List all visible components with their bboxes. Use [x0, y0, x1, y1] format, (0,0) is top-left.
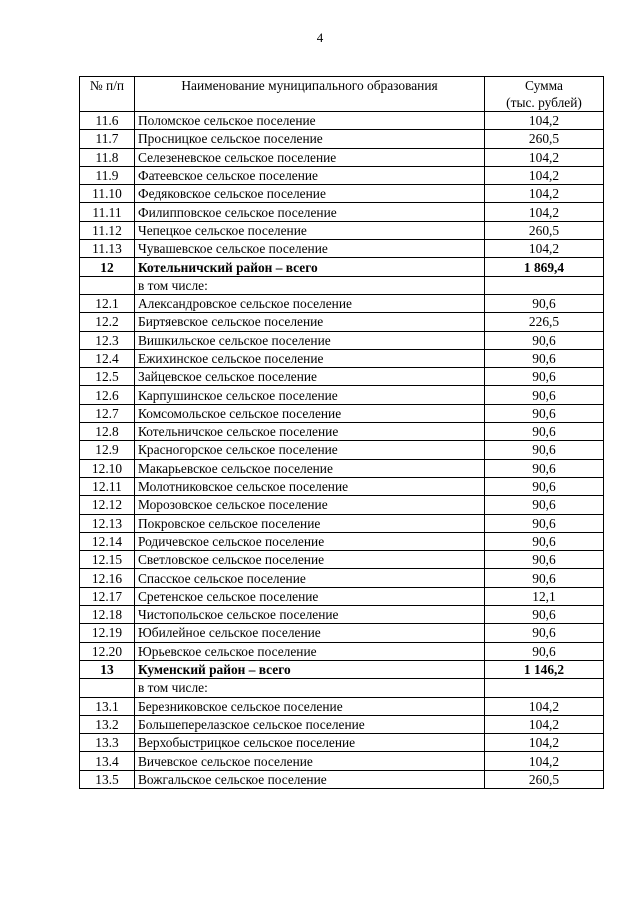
table-row: [80, 112, 604, 130]
row-number: 12.12: [80, 496, 135, 514]
row-name: Александровское сельское поселение: [135, 294, 485, 312]
row-sum: 90,6: [485, 569, 604, 587]
row-sum: 260,5: [485, 770, 604, 788]
row-number: 12.6: [80, 386, 135, 404]
table-row: [80, 734, 604, 752]
table-header-row: [80, 77, 604, 112]
row-sum: [485, 679, 604, 697]
row-name: Куменский район – всего: [135, 660, 485, 678]
row-sum: 90,6: [485, 532, 604, 550]
row-number: 13.1: [80, 697, 135, 715]
row-number: 12.1: [80, 294, 135, 312]
row-sum: 90,6: [485, 514, 604, 532]
table-row: [80, 496, 604, 514]
row-name: Биртяевское сельское поселение: [135, 313, 485, 331]
table-row: [80, 221, 604, 239]
row-sum: 90,6: [485, 404, 604, 422]
table-row: [80, 660, 604, 678]
table-row: [80, 368, 604, 386]
row-sum: 12,1: [485, 587, 604, 605]
row-name: Вожгальское сельское поселение: [135, 770, 485, 788]
row-number: 13: [80, 660, 135, 678]
row-sum: [485, 276, 604, 294]
row-number: 11.13: [80, 240, 135, 258]
table-row: [80, 331, 604, 349]
row-number: 12.11: [80, 477, 135, 495]
row-name: Карпушинское сельское поселение: [135, 386, 485, 404]
row-number: 12.15: [80, 551, 135, 569]
row-number: 12: [80, 258, 135, 276]
row-sum: 104,2: [485, 148, 604, 166]
row-name: Спасское сельское поселение: [135, 569, 485, 587]
row-sum: 90,6: [485, 477, 604, 495]
row-name: Вичевское сельское поселение: [135, 752, 485, 770]
row-name: Светловское сельское поселение: [135, 551, 485, 569]
row-name: Красногорское сельское поселение: [135, 441, 485, 459]
table-row: [80, 276, 604, 294]
row-number: 12.5: [80, 368, 135, 386]
table-row: [80, 624, 604, 642]
row-name: Большеперелазское сельское поселение: [135, 715, 485, 733]
row-name: Котельничский район – всего: [135, 258, 485, 276]
row-sum: 1 146,2: [485, 660, 604, 678]
table-row: [80, 697, 604, 715]
row-number: 11.6: [80, 112, 135, 130]
row-sum: 104,2: [485, 112, 604, 130]
row-number: 11.8: [80, 148, 135, 166]
row-number: 12.17: [80, 587, 135, 605]
row-sum: 104,2: [485, 697, 604, 715]
row-sum: 104,2: [485, 240, 604, 258]
table-row: [80, 386, 604, 404]
table-row: [80, 404, 604, 422]
row-name: Комсомольское сельское поселение: [135, 404, 485, 422]
row-name: Родичевское сельское поселение: [135, 532, 485, 550]
row-number: 12.14: [80, 532, 135, 550]
table-row: [80, 313, 604, 331]
row-number: 12.8: [80, 423, 135, 441]
header-sum-line2: (тыс. рублей): [506, 95, 582, 110]
table-row: [80, 477, 604, 495]
row-name: Сретенское сельское поселение: [135, 587, 485, 605]
row-name: Поломское сельское поселение: [135, 112, 485, 130]
row-sum: 90,6: [485, 368, 604, 386]
table-row: [80, 130, 604, 148]
row-number: 13.3: [80, 734, 135, 752]
row-number: 11.11: [80, 203, 135, 221]
row-name: Филипповское сельское поселение: [135, 203, 485, 221]
table-row: [80, 185, 604, 203]
row-name: Юбилейное сельское поселение: [135, 624, 485, 642]
table-row: [80, 679, 604, 697]
row-number: 12.9: [80, 441, 135, 459]
row-name: Федяковское сельское поселение: [135, 185, 485, 203]
row-number: 12.13: [80, 514, 135, 532]
page-number: 4: [316, 30, 324, 45]
table-row: [80, 532, 604, 550]
row-sum: 104,2: [485, 752, 604, 770]
row-number: [80, 679, 135, 697]
row-name: Селезеневское сельское поселение: [135, 148, 485, 166]
row-name: Макарьевское сельское поселение: [135, 459, 485, 477]
row-name: Чепецкое сельское поселение: [135, 221, 485, 239]
row-sum: 226,5: [485, 313, 604, 331]
row-number: 11.7: [80, 130, 135, 148]
table-row: [80, 441, 604, 459]
table-row: [80, 752, 604, 770]
row-sum: 90,6: [485, 331, 604, 349]
header-name: Наименование муниципального образования: [135, 77, 485, 112]
table-row: [80, 258, 604, 276]
table-row: [80, 551, 604, 569]
row-number: 12.18: [80, 606, 135, 624]
row-sum: 90,6: [485, 551, 604, 569]
row-name: Чувашевское сельское поселение: [135, 240, 485, 258]
header-sum-line1: Сумма: [525, 78, 563, 93]
row-number: 12.20: [80, 642, 135, 660]
table-row: [80, 166, 604, 184]
row-name: в том числе:: [135, 679, 485, 697]
row-sum: 104,2: [485, 185, 604, 203]
header-number: № п/п: [80, 77, 135, 112]
row-number: [80, 276, 135, 294]
row-number: 12.19: [80, 624, 135, 642]
row-sum: 90,6: [485, 496, 604, 514]
row-sum: 90,6: [485, 349, 604, 367]
row-sum: 260,5: [485, 221, 604, 239]
table-row: [80, 569, 604, 587]
row-name: в том числе:: [135, 276, 485, 294]
table-row: [80, 606, 604, 624]
row-number: 12.7: [80, 404, 135, 422]
row-name: Ежихинское сельское поселение: [135, 349, 485, 367]
allocation-table: [79, 76, 604, 789]
row-name: Березниковское сельское поселение: [135, 697, 485, 715]
row-name: Котельничское сельское поселение: [135, 423, 485, 441]
row-name: Молотниковское сельское поселение: [135, 477, 485, 495]
table-row: [80, 423, 604, 441]
row-name: Верхобыстрицкое сельское поселение: [135, 734, 485, 752]
row-number: 12.2: [80, 313, 135, 331]
row-number: 13.2: [80, 715, 135, 733]
row-number: 11.9: [80, 166, 135, 184]
row-number: 11.10: [80, 185, 135, 203]
table-row: [80, 240, 604, 258]
row-number: 12.3: [80, 331, 135, 349]
row-name: Вишкильское сельское поселение: [135, 331, 485, 349]
row-sum: 90,6: [485, 642, 604, 660]
table-row: [80, 514, 604, 532]
table-row: [80, 349, 604, 367]
row-sum: 104,2: [485, 166, 604, 184]
row-sum: 260,5: [485, 130, 604, 148]
row-number: 11.12: [80, 221, 135, 239]
row-sum: 90,6: [485, 441, 604, 459]
table-row: [80, 642, 604, 660]
row-sum: 90,6: [485, 606, 604, 624]
row-sum: 90,6: [485, 459, 604, 477]
row-name: Зайцевское сельское поселение: [135, 368, 485, 386]
table-body: [80, 112, 604, 789]
table-row: [80, 203, 604, 221]
row-name: Просницкое сельское поселение: [135, 130, 485, 148]
table-row: [80, 459, 604, 477]
table-row: [80, 715, 604, 733]
row-sum: 1 869,4: [485, 258, 604, 276]
row-name: Покровское сельское поселение: [135, 514, 485, 532]
header-sum: [485, 77, 604, 112]
table-row: [80, 148, 604, 166]
row-number: 13.5: [80, 770, 135, 788]
row-number: 12.16: [80, 569, 135, 587]
row-sum: 90,6: [485, 423, 604, 441]
row-name: Фатеевское сельское поселение: [135, 166, 485, 184]
table-row: [80, 587, 604, 605]
row-name: Юрьевское сельское поселение: [135, 642, 485, 660]
row-number: 13.4: [80, 752, 135, 770]
row-sum: 104,2: [485, 203, 604, 221]
row-number: 12.10: [80, 459, 135, 477]
row-sum: 104,2: [485, 715, 604, 733]
row-sum: 90,6: [485, 294, 604, 312]
row-name: Чистопольское сельское поселение: [135, 606, 485, 624]
row-sum: 90,6: [485, 624, 604, 642]
row-name: Морозовское сельское поселение: [135, 496, 485, 514]
row-sum: 104,2: [485, 734, 604, 752]
row-number: 12.4: [80, 349, 135, 367]
table-row: [80, 770, 604, 788]
row-sum: 90,6: [485, 386, 604, 404]
table-row: [80, 294, 604, 312]
